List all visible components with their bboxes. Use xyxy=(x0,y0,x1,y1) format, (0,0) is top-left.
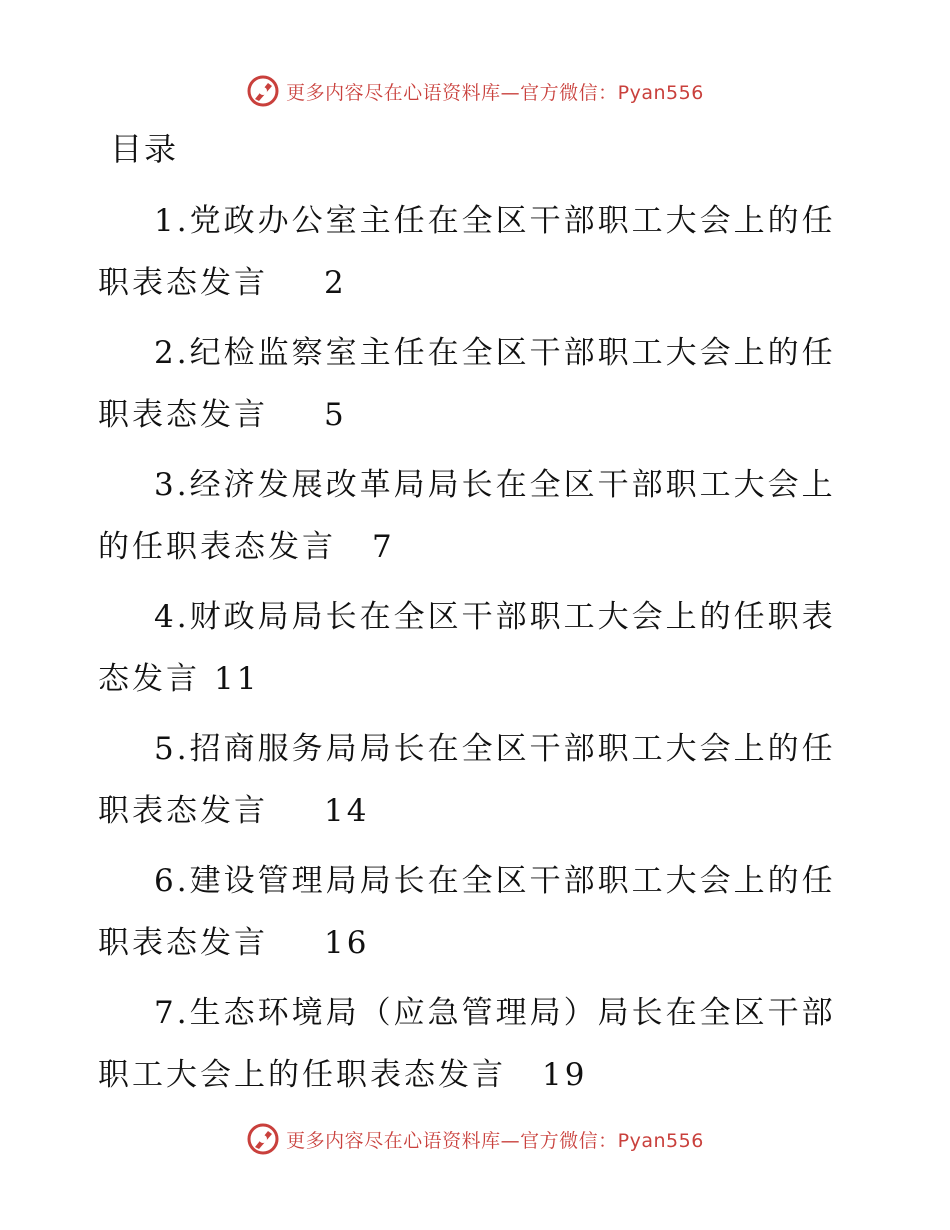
toc-list xyxy=(98,190,838,1114)
toc-item[interactable] xyxy=(98,982,838,1106)
toc-item-label: 3.经济发展改革局局长在全区干部职工大会上的任职表态发言 xyxy=(98,467,836,565)
toc-item-page: 16 xyxy=(324,925,370,961)
toc-item-page: 11 xyxy=(214,661,260,697)
watermark-content xyxy=(246,1122,704,1156)
watermark-banner-top xyxy=(0,71,950,111)
toc-item-label: 5.招商服务局局长在全区干部职工大会上的任职表态发言 xyxy=(98,731,836,829)
toc-title: 目录 xyxy=(110,130,179,168)
pen-logo-icon xyxy=(246,74,280,108)
toc-item-label: 7.生态环境局（应急管理局）局长在全区干部职工大会上的任职表态发言 xyxy=(98,995,836,1093)
toc-item[interactable] xyxy=(98,718,838,842)
toc-item[interactable] xyxy=(98,190,838,314)
toc-item-label: 6.建设管理局局长在全区干部职工大会上的任职表态发言 xyxy=(98,863,836,961)
toc-item-label: 1.党政办公室主任在全区干部职工大会上的任职表态发言 xyxy=(98,203,836,301)
toc-item[interactable] xyxy=(98,586,838,710)
toc-item-page: 14 xyxy=(324,793,370,829)
toc-item-page: 19 xyxy=(542,1057,588,1093)
toc-item-page: 2 xyxy=(324,265,347,301)
toc-item[interactable] xyxy=(98,454,838,578)
toc-item[interactable] xyxy=(98,850,838,974)
toc-item-page: 5 xyxy=(324,397,347,433)
toc-item[interactable] xyxy=(98,322,838,446)
pen-logo-icon xyxy=(246,1122,280,1156)
toc-item-label: 2.纪检监察室主任在全区干部职工大会上的任职表态发言 xyxy=(98,335,836,433)
toc-item-label: 4.财政局局长在全区干部职工大会上的任职表态发言 xyxy=(98,599,836,697)
watermark-text: 更多内容尽在心语资料库—官方微信：Pyan556 xyxy=(286,1129,704,1152)
watermark-text: 更多内容尽在心语资料库—官方微信：Pyan556 xyxy=(286,81,704,104)
watermark-banner-bottom xyxy=(0,1119,950,1159)
watermark-content xyxy=(246,74,704,108)
toc-item-page: 7 xyxy=(372,529,395,565)
